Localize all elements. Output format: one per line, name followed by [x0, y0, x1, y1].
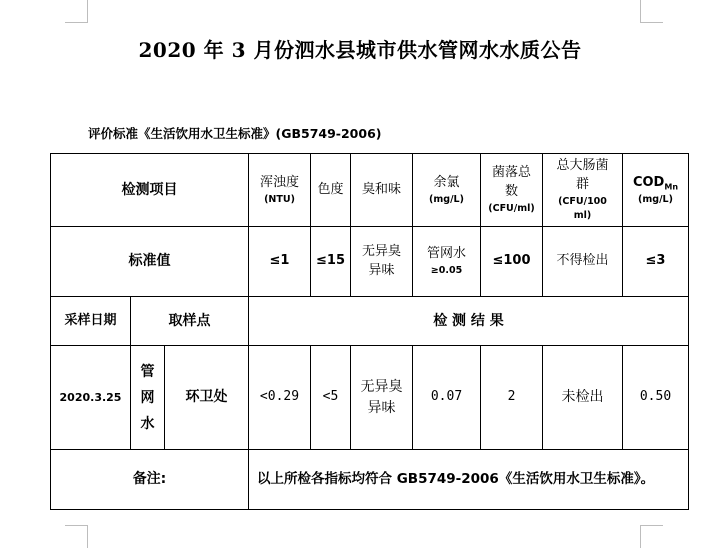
color-header: 色度 [311, 154, 351, 227]
result-header-row [51, 297, 689, 346]
standard-odor [351, 227, 413, 297]
standard-odor-2: 异味 [368, 262, 395, 278]
standard-chlorine-1: 管网水 [426, 246, 466, 262]
result-header: 检 测 结 果 [249, 297, 689, 346]
page-corner-mark [65, 525, 88, 548]
sampling-site: 环卫处 [165, 346, 249, 450]
standard-coliform: 不得检出 [543, 227, 623, 297]
sampling-site-header: 取样点 [131, 297, 249, 346]
result-chlorine: 0.07 [413, 346, 481, 450]
result-cod: 0.50 [623, 346, 689, 450]
standard-row [51, 227, 689, 297]
standard-chlorine-2: ≥0.05 [430, 265, 463, 277]
bacteria-name-2: 数 [504, 184, 518, 200]
standard-bacteria: ≤100 [481, 227, 543, 297]
chlorine-unit: (mg/L) [429, 193, 464, 205]
result-odor [351, 346, 413, 450]
remark-label: 备注: [51, 450, 249, 510]
coliform-name-1: 总大肠菌 [556, 158, 609, 174]
odor-header: 臭和味 [351, 154, 413, 227]
chlorine-name: 余氯 [433, 174, 460, 190]
cod-unit: (mg/L) [638, 193, 673, 205]
remark-row [51, 450, 689, 510]
remark-text: 以上所检各指标均符合 GB5749-2006《生活饮用水卫生标准》。 [249, 450, 689, 510]
cod-header [623, 154, 689, 227]
result-odor-1: 无异臭 [360, 379, 403, 396]
result-bacteria: 2 [481, 346, 543, 450]
water-type-char: 管 [140, 363, 155, 380]
page-corner-mark [640, 0, 663, 23]
item-header: 检测项目 [51, 154, 249, 227]
cod-name-sub: Mn [664, 182, 679, 192]
bacteria-unit: (CFU/ml) [488, 202, 535, 214]
cod-name-main: COD [632, 174, 665, 190]
page-corner-mark [640, 525, 663, 548]
chlorine-header [413, 154, 481, 227]
water-type [131, 346, 165, 450]
document-title: 2020 年 3 月份泗水县城市供水管网水水质公告 [138, 38, 582, 62]
result-odor-2: 异味 [367, 399, 396, 416]
coliform-name-2: 群 [575, 177, 589, 193]
bacteria-name-1: 菌落总 [491, 165, 531, 181]
standard-label: 标准值 [51, 227, 249, 297]
coliform-unit-1: (CFU/100 [558, 196, 607, 208]
coliform-unit-2: ml) [573, 209, 592, 221]
standard-cod: ≤3 [623, 227, 689, 297]
bacteria-header [481, 154, 543, 227]
water-type-char: 水 [140, 415, 155, 432]
page-corner-mark [65, 0, 88, 23]
sampling-date-header: 采样日期 [51, 297, 131, 346]
coliform-header [543, 154, 623, 227]
standard-turbidity: ≤1 [249, 227, 311, 297]
turbidity-name: 浑浊度 [259, 174, 299, 190]
result-color: <5 [311, 346, 351, 450]
table-header-row [51, 154, 689, 227]
water-quality-table [50, 153, 689, 510]
standard-chlorine [413, 227, 481, 297]
result-turbidity: <0.29 [249, 346, 311, 450]
sampling-date: 2020.3.25 [51, 346, 131, 450]
standard-color: ≤15 [311, 227, 351, 297]
turbidity-unit: (NTU) [264, 193, 295, 205]
result-row [51, 346, 689, 450]
water-type-char: 网 [140, 389, 155, 406]
result-coliform: 未检出 [543, 346, 623, 450]
evaluation-standard: 评价标准《生活饮用水卫生标准》(GB5749-2006) [88, 126, 382, 141]
turbidity-header [249, 154, 311, 227]
cod-name [623, 174, 688, 193]
standard-odor-1: 无异臭 [361, 243, 401, 259]
